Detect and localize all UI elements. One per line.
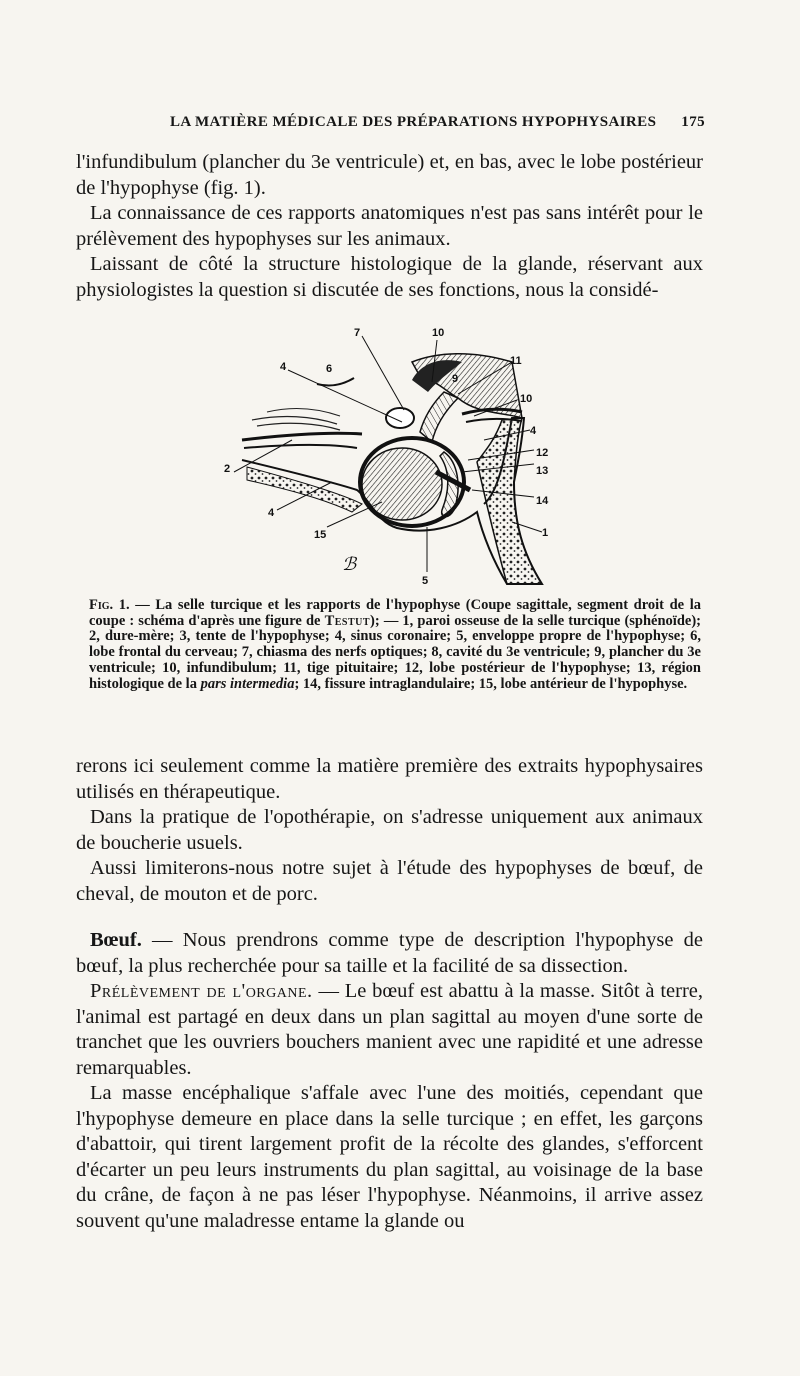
- engraver-signature: ℬ: [342, 554, 357, 574]
- fig-label-10: 10: [432, 327, 445, 339]
- fig-label-11: 11: [510, 355, 522, 367]
- bottom-text-block: [76, 754, 703, 1234]
- paragraph: l'infundibulum (plancher du 3e ventricule) et, en bas, avec le lobe postérieur de l'hypophyse (fig. 1).: [76, 151, 703, 199]
- caption-fig-label: Fig. 1.: [89, 597, 130, 613]
- fig-label-12: 12: [536, 447, 549, 459]
- paragraph-text: — Nous prendrons comme type de description l'hypophyse de bœuf, la plus recherchée pour sa taille et la facilité de sa dissection.: [76, 929, 703, 977]
- paragraph: La masse encéphalique s'affale avec l'une des moitiés, cependant que l'hypophyse demeure en place dans la selle turcique ; en effet, les garçons d'abattoir, qui tirent largement profit de la récolte des glandes, s'efforcent d'écarter un peu leurs instruments du plan sagittal, au voisinage de la base du crâne, de façon à ne pas léser l'hypophyse. Néanmoins, il arrive assez souvent qu'une maladresse entame la glande ou: [76, 1082, 703, 1232]
- frontal-lobe: [317, 378, 354, 386]
- section-heading-boeuf: Bœuf.: [90, 929, 142, 951]
- caption-text-3: ; 14, fissure intraglandulaire; 15, lobe antérieur de l'hypophyse.: [294, 675, 688, 692]
- paragraph: rerons ici seulement comme la matière première des extraits hypophysaires utilisés en thérapeutique.: [76, 755, 703, 803]
- caption-author: Testut: [324, 612, 371, 629]
- fig-label-7: 7: [354, 327, 361, 339]
- fig-label-4b: 4: [268, 507, 275, 519]
- fig-label-15: 15: [314, 529, 327, 541]
- sella-turcica-figure: [222, 322, 582, 592]
- paragraph-boeuf: [76, 928, 703, 979]
- caption-text-2: ); — 1, paroi osseuse de la selle turcique (sphénoïde); 2, dure-mère; 3, tente de l'hypophyse; 4, sinus coronaire; 5, enveloppe propre de l'hypophyse; 6, lobe frontal du cerveau; 7, chiasma des nerfs optiques; 8, cavité du 3e ventricule; 9, plancher du 3e ventricule; 10, infundibulum; 11, tige pituitaire; 12, lobe postérieur de l'hypophyse; 13, région histologique de la: [89, 612, 701, 692]
- paragraph: Laissant de côté la structure histologique de la glande, réservant aux physiologistes la question si discutée de ses fonctions, nous la considé-: [76, 253, 703, 301]
- paragraph: Aussi limiterons-nous notre sujet à l'étude des hypophyses de bœuf, de cheval, de mouton et de porc.: [76, 857, 703, 905]
- running-title: LA MATIÈRE MÉDICALE DES PRÉPARATIONS HYPOPHYSAIRES: [170, 114, 657, 130]
- bone-floor: [247, 467, 362, 512]
- paragraph-prelevement: [76, 979, 703, 1081]
- caption-pars-intermedia: pars intermedia: [200, 675, 295, 692]
- fig-label-3: 4: [280, 361, 287, 373]
- figure-caption: [89, 598, 701, 692]
- pituitary-stalk: [420, 392, 458, 442]
- optic-chiasma: [386, 408, 414, 428]
- fig-label-2: 2: [224, 463, 231, 475]
- subheading-prelevement: Prélèvement de l'organe.: [90, 980, 313, 1002]
- fig-label-4: 4: [530, 425, 537, 437]
- fig-label-14: 14: [536, 495, 549, 507]
- fig-label-8: 9: [452, 373, 459, 385]
- fig-label-5: 5: [422, 575, 429, 587]
- fig-label-1: 1: [542, 527, 549, 539]
- fig-label-13: 13: [536, 465, 549, 477]
- bone-wall: [477, 418, 542, 584]
- paragraph: Dans la pratique de l'opothérapie, on s'adresse uniquement aux animaux de boucherie usuels.: [76, 806, 703, 854]
- paragraph: La connaissance de ces rapports anatomiques n'est pas sans intérêt pour le prélèvement des hypophyses sur les animaux.: [76, 202, 703, 250]
- anterior-lobe: [362, 448, 442, 520]
- top-text-block: [76, 150, 703, 303]
- caption-text-1: — La selle turcique et les rapports de l'hypophyse (Coupe sagittale, segment droit de la coupe : schéma d'après une figure de: [89, 597, 701, 629]
- fig-label-6: 6: [326, 363, 333, 375]
- fig-label-9: 10: [520, 393, 533, 405]
- page-number: 175: [681, 114, 705, 130]
- paragraph-text: — Le bœuf est abattu à la masse. Sitôt à terre, l'animal est partagé en deux dans un plan sagittal au moyen d'une sorte de tranchet que les ouvriers bouchers manient avec une rapidité et une adresse remarquables.: [76, 980, 703, 1079]
